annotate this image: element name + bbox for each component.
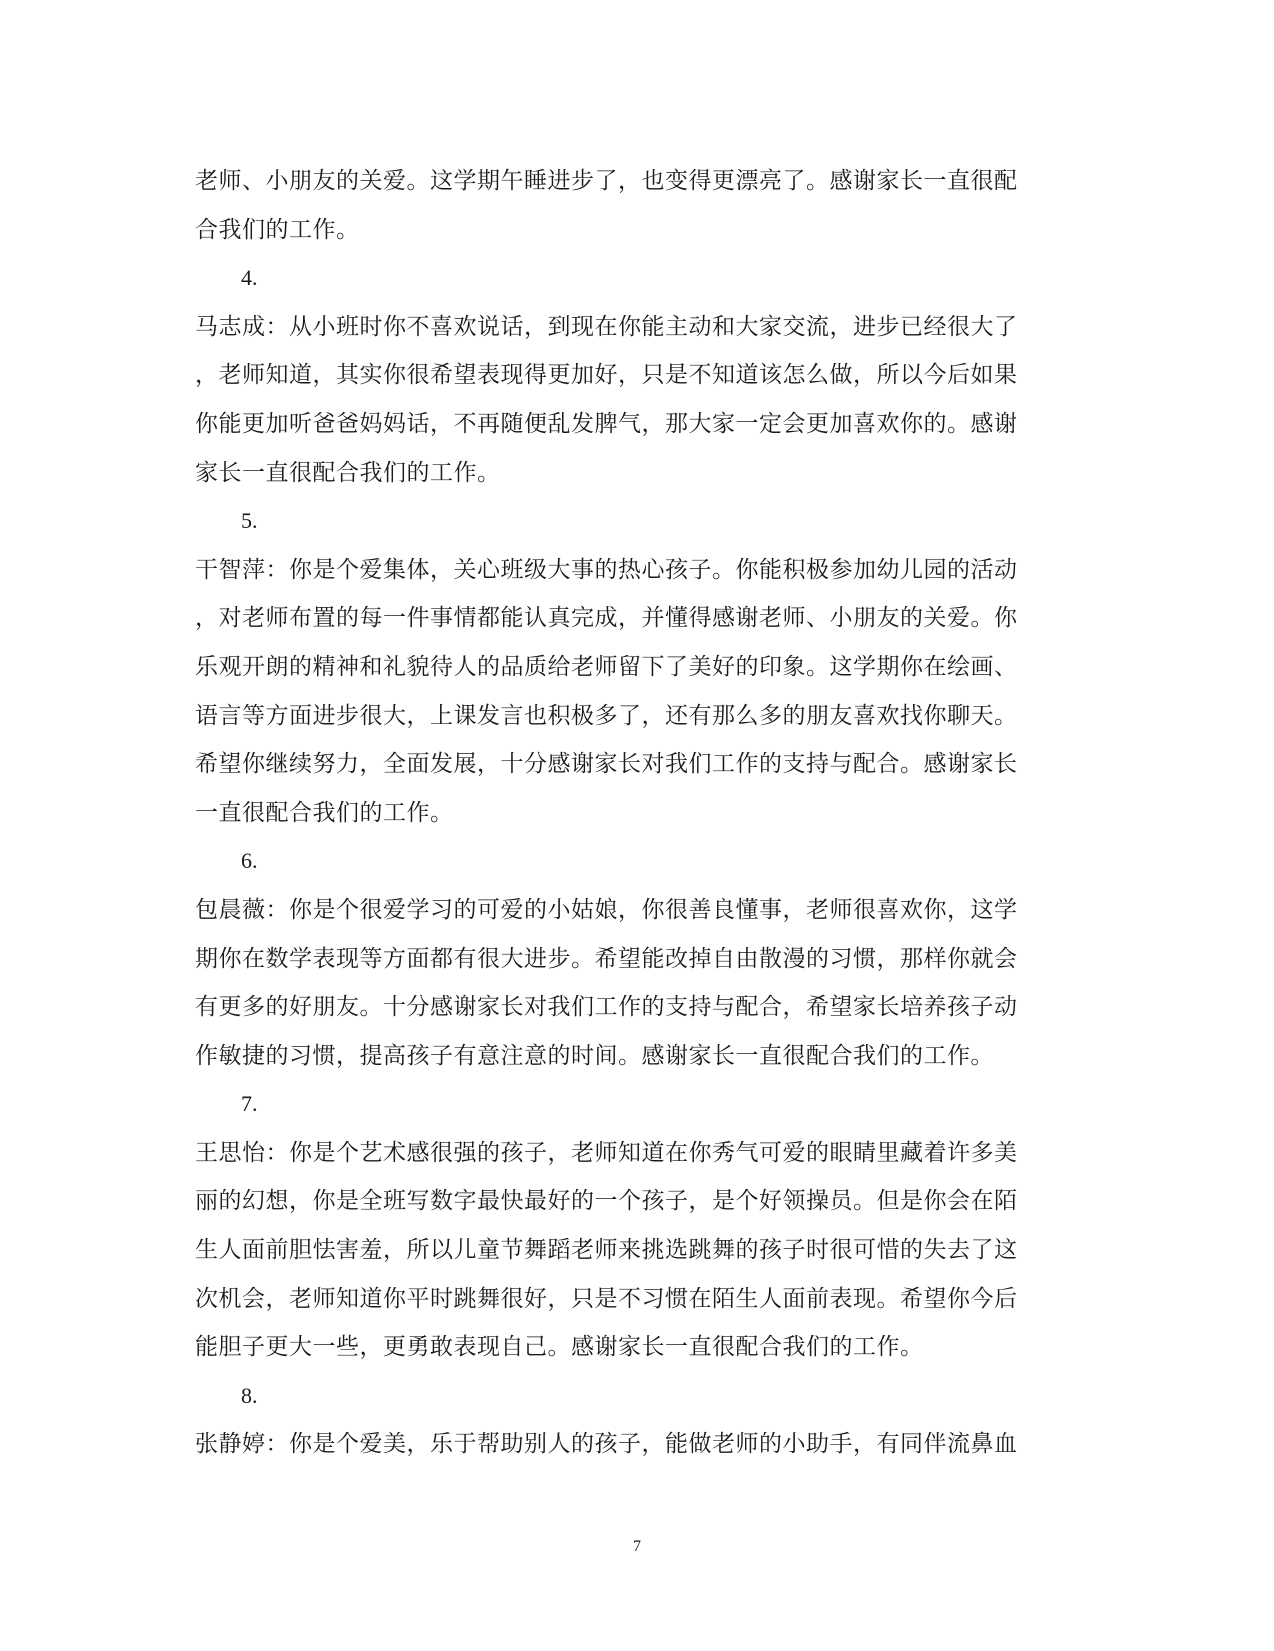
item-number: 6. <box>241 848 258 874</box>
text-line: 语言等方面进步很大，上课发言也积极多了，还有那么多的朋友喜欢找你聊天。 <box>195 702 1018 729</box>
text-line: 生人面前胆怯害羞，所以儿童节舞蹈老师来挑选跳舞的孩子时很可惜的失去了这 <box>195 1237 1018 1264</box>
comment-paragraph <box>195 1129 1080 1372</box>
text-line: 马志成：从小班时你不喜欢说话，到现在你能主动和大家交流，进步已经很大了 <box>195 313 1018 340</box>
text-line: 丽的幻想，你是全班写数字最快最好的一个孩子，是个好领操员。但是你会在陌 <box>195 1188 1018 1215</box>
text-line: 张静婷：你是个爱美，乐于帮助别人的孩子，能做老师的小助手，有同伴流鼻血 <box>195 1431 1018 1458</box>
text-line: 期你在数学表现等方面都有很大进步。希望能改掉自由散漫的习惯，那样你就会 <box>195 945 1018 972</box>
document-body <box>195 157 1080 1469</box>
item-number: 5. <box>241 508 258 534</box>
text-line: 干智萍：你是个爱集体，关心班级大事的热心孩子。你能积极参加幼儿园的活动 <box>195 556 1018 583</box>
page-number: 7 <box>633 1538 641 1555</box>
text-line: 家长一直很配合我们的工作。 <box>195 459 501 486</box>
text-line: 你能更加听爸爸妈妈话，不再随便乱发脾气，那大家一定会更加喜欢你的。感谢 <box>195 410 1018 437</box>
comment-paragraph <box>195 1420 1080 1469</box>
item-number: 4. <box>241 265 258 291</box>
comment-paragraph <box>195 157 1080 254</box>
text-line: 老师、小朋友的关爱。这学期午睡进步了，也变得更漂亮了。感谢家长一直很配 <box>195 168 1018 194</box>
text-line: ，老师知道，其实你很希望表现得更加好，只是不知道该怎么做，所以今后如果 <box>195 362 1018 389</box>
text-line: 次机会，老师知道你平时跳舞很好，只是不习惯在陌生人面前表现。希望你今后 <box>195 1285 1018 1312</box>
comment-paragraph <box>195 303 1080 497</box>
text-line: 能胆子更大一些，更勇敢表现自己。感谢家长一直很配合我们的工作。 <box>195 1334 924 1361</box>
item-number: 8. <box>241 1382 258 1408</box>
item-number: 7. <box>241 1091 258 1117</box>
text-line: ，对老师布置的每一件事情都能认真完成，并懂得感谢老师、小朋友的关爱。你 <box>195 605 1018 632</box>
text-line: 希望你继续努力，全面发展，十分感谢家长对我们工作的支持与配合。感谢家长 <box>195 751 1018 778</box>
text-line: 合我们的工作。 <box>195 216 360 243</box>
text-line: 王思怡：你是个艺术感很强的孩子，老师知道在你秀气可爱的眼睛里藏着许多美 <box>195 1139 1018 1166</box>
comment-paragraph <box>195 546 1080 838</box>
text-line: 有更多的好朋友。十分感谢家长对我们工作的支持与配合，希望家长培养孩子动 <box>195 994 1018 1021</box>
text-line: 乐观开朗的精神和礼貌待人的品质给老师留下了美好的印象。这学期你在绘画、 <box>195 653 1018 680</box>
text-line: 作敏捷的习惯，提高孩子有意注意的时间。感谢家长一直很配合我们的工作。 <box>195 1042 994 1069</box>
text-line: 一直很配合我们的工作。 <box>195 799 454 826</box>
text-line: 包晨薇：你是个很爱学习的可爱的小姑娘，你很善良懂事，老师很喜欢你，这学 <box>195 896 1018 923</box>
comment-paragraph <box>195 886 1080 1080</box>
